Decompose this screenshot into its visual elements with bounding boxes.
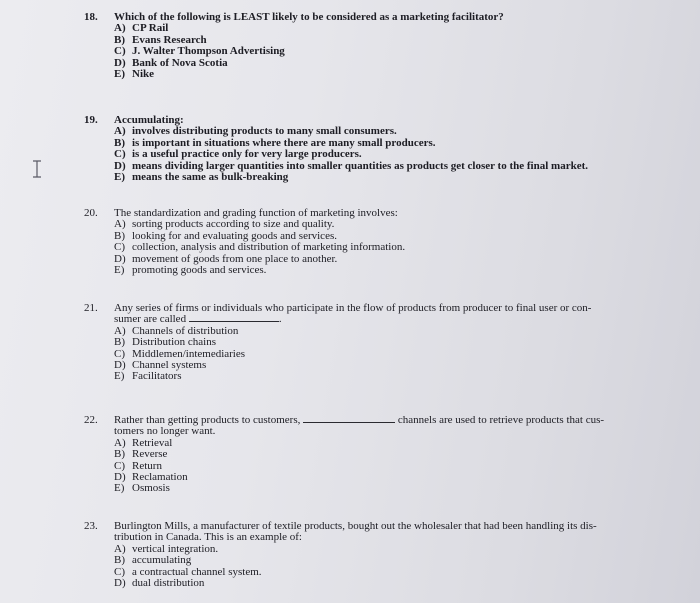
option-e[interactable]: E) means the same as bulk-breaking [114, 171, 289, 184]
option-e[interactable]: E) Facilitators [114, 370, 182, 383]
option-d[interactable]: D) dual distribution [114, 577, 205, 590]
question-19 [84, 115, 684, 183]
question-text: Burlington Mills, a manufacturer of textile products, bought out the wholesaler that had been handling its dis- tribution in Canada. This is an example of: [114, 520, 597, 544]
answer-options [114, 438, 684, 495]
option-b[interactable]: B) Evans Research [114, 33, 207, 46]
option-c[interactable]: C) collection, analysis and distribution of marketing information. [114, 241, 406, 254]
option-b[interactable]: B) Reverse [114, 448, 168, 461]
option-c[interactable]: C) Middlemen/intemediaries [114, 347, 246, 360]
option-d[interactable]: D) Channel systems [114, 359, 207, 372]
option-b[interactable]: B) is important in situations where there are many small producers. [114, 136, 436, 149]
question-text: Any series of firms or individuals who participate in the flow of products from producer to final user or con- sumer are called . [114, 302, 592, 326]
question-number: 18. [84, 11, 98, 23]
answer-options [114, 126, 684, 183]
question-number: 19. [84, 114, 98, 126]
option-c[interactable]: C) a contractual channel system. [114, 565, 262, 578]
option-a[interactable]: A) Retrieval [114, 436, 173, 449]
option-d[interactable]: D) Reclamation [114, 471, 188, 484]
option-b[interactable]: B) Distribution chains [114, 336, 217, 349]
option-c[interactable]: C) is a useful practice only for very large producers. [114, 148, 362, 161]
question-number: 21. [84, 302, 98, 314]
question-18 [84, 12, 684, 80]
option-e[interactable]: E) promoting goods and services. [114, 264, 267, 277]
option-c[interactable]: C) Return [114, 459, 162, 472]
question-text: Accumulating: [114, 114, 184, 126]
option-b[interactable]: B) accumulating [114, 554, 192, 567]
option-a[interactable]: A) Channels of distribution [114, 324, 239, 337]
question-number: 23. [84, 520, 98, 532]
question-22 [84, 415, 684, 495]
question-number: 20. [84, 207, 98, 219]
question-number: 22. [84, 414, 98, 426]
question-21 [84, 303, 684, 383]
question-20 [84, 208, 684, 276]
option-c[interactable]: C) J. Walter Thompson Advertising [114, 45, 285, 58]
question-23 [84, 521, 684, 589]
option-e[interactable]: E) Nike [114, 68, 154, 81]
question-text: Which of the following is LEAST likely to be considered as a marketing facilitator? [114, 11, 504, 23]
answer-options [114, 219, 684, 276]
text-cursor-icon [31, 160, 43, 178]
option-e[interactable]: E) Osmosis [114, 482, 170, 495]
answer-blank[interactable] [303, 422, 395, 423]
option-a[interactable]: A) involves distributing products to many small consumers. [114, 125, 397, 138]
answer-options [114, 544, 684, 590]
option-a[interactable]: A) vertical integration. [114, 542, 219, 555]
option-a[interactable]: A) sorting products according to size and quality. [114, 218, 335, 231]
option-b[interactable]: B) looking for and evaluating goods and services. [114, 229, 337, 242]
answer-options [114, 23, 684, 80]
option-a[interactable]: A) CP Rail [114, 22, 169, 35]
option-d[interactable]: D) means dividing larger quantities into smaller quantities as products get closer to the final market. [114, 159, 588, 172]
option-d[interactable]: D) movement of goods from one place to another. [114, 252, 338, 265]
option-d[interactable]: D) Bank of Nova Scotia [114, 56, 228, 69]
question-text: The standardization and grading function of marketing involves: [114, 207, 398, 219]
answer-blank[interactable] [189, 321, 279, 322]
question-text: Rather than getting products to customers, channels are used to retrieve products that cus- tomers no longer want. [114, 414, 605, 438]
answer-options [114, 326, 684, 383]
